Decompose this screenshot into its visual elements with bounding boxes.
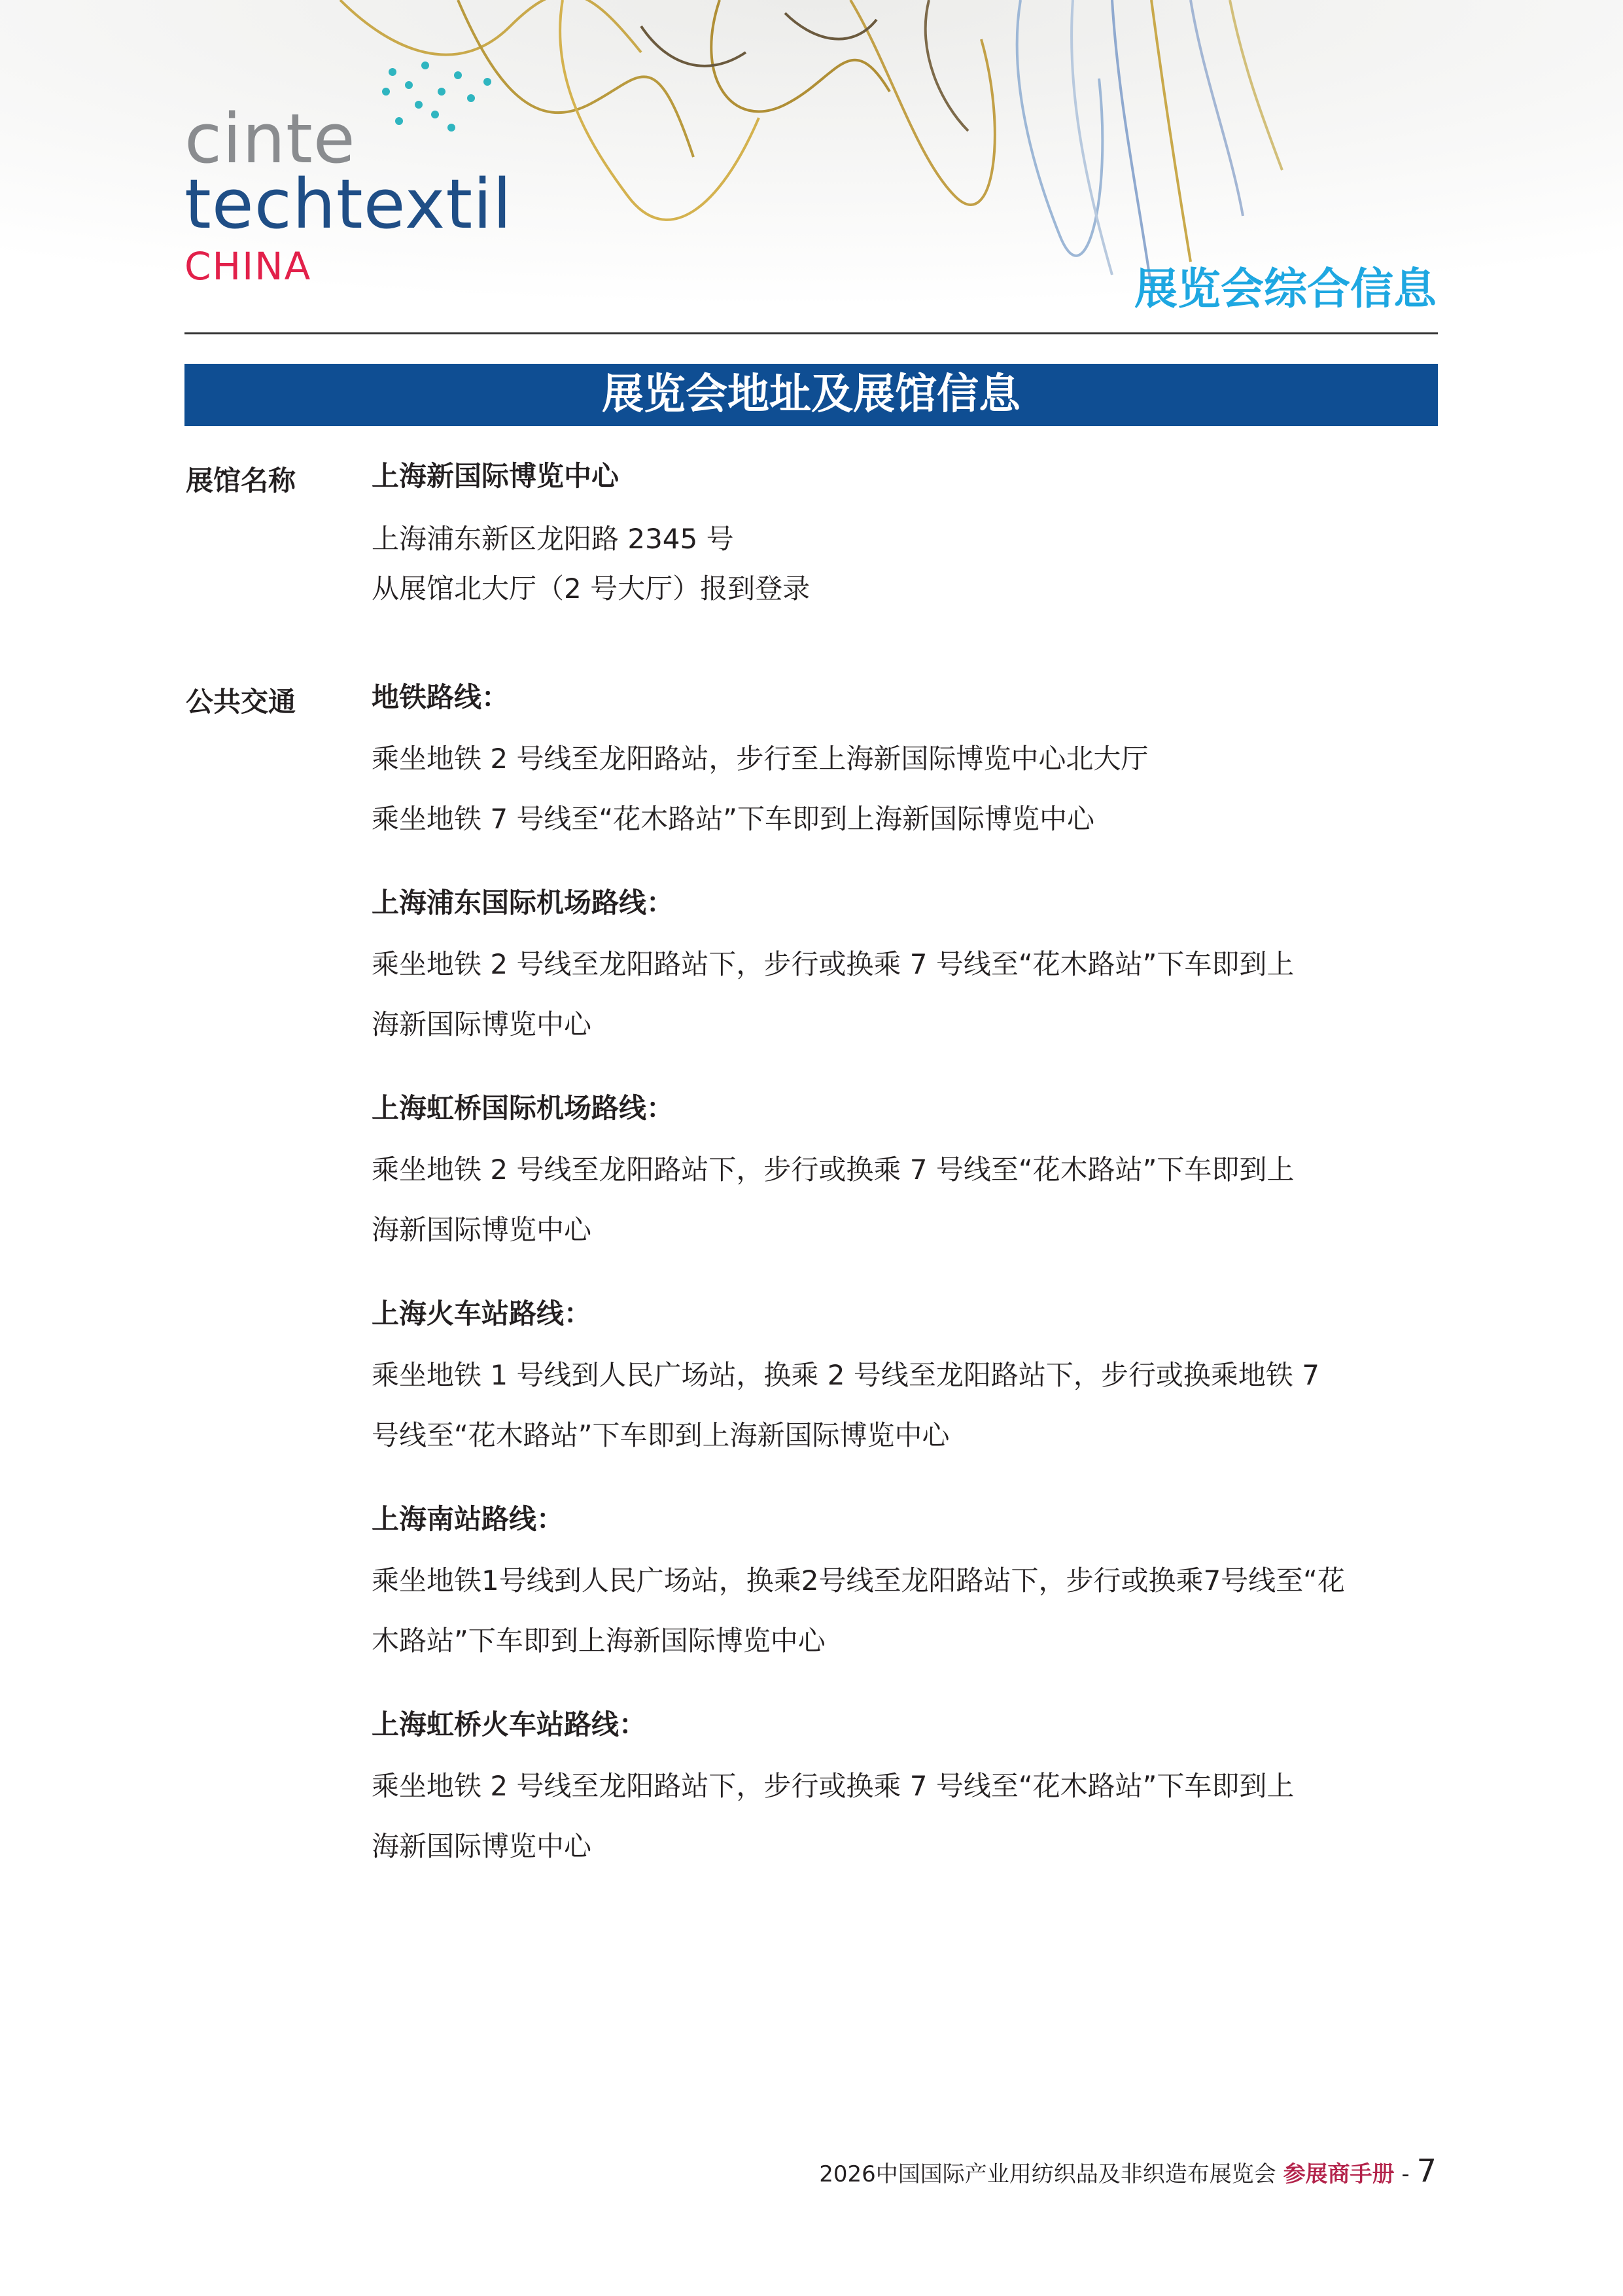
route-title-shanghai-station: 上海火车站路线：	[372, 1298, 592, 1330]
route-line: 乘坐地铁 2 号线至龙阳路站下，步行或换乘 7 号线至“花木路站”下车即到上	[372, 948, 1295, 980]
logo-china: CHINA	[184, 244, 312, 289]
route-line: 海新国际博览中心	[372, 1008, 592, 1040]
banner-title: 展览会地址及展馆信息	[602, 370, 1021, 419]
venue-label: 展馆名称	[186, 465, 296, 497]
brand-logo	[184, 99, 512, 289]
route-title-metro: 地铁路线：	[372, 681, 510, 713]
venue-registration: 从展馆北大厅（2 号大厅）报到登录	[372, 573, 811, 605]
page-footer	[819, 2153, 1437, 2189]
route-line: 木路站”下车即到上海新国际博览中心	[372, 1625, 826, 1657]
route-line: 号线至“花木路站”下车即到上海新国际博览中心	[372, 1419, 950, 1451]
section-tag: 展览会综合信息	[1134, 264, 1437, 314]
transport-routes	[372, 678, 1345, 1877]
logo-techtextil: techtextil	[184, 164, 512, 244]
venue-address: 上海浦东新区龙阳路 2345 号	[372, 523, 734, 555]
route-line: 乘坐地铁 7 号线至“花木路站”下车即到上海新国际博览中心	[372, 803, 1094, 835]
logo-cinte: cinte	[184, 99, 356, 179]
route-line: 乘坐地铁 1 号线到人民广场站，换乘 2 号线至龙阳路站下，步行或换乘地铁 7	[372, 1359, 1319, 1391]
route-title-hongqiao-airport: 上海虹桥国际机场路线：	[372, 1092, 674, 1124]
footer-highlight: 参展商手册	[1283, 2161, 1395, 2187]
route-title-south-station: 上海南站路线：	[372, 1503, 565, 1535]
route-line: 乘坐地铁 2 号线至龙阳路站，步行至上海新国际博览中心北大厅	[372, 743, 1149, 775]
route-line: 海新国际博览中心	[372, 1830, 592, 1862]
page-number: 7	[1416, 2153, 1437, 2189]
transport-label: 公共交通	[186, 686, 296, 718]
venue-details	[372, 457, 810, 609]
route-line: 海新国际博览中心	[372, 1214, 592, 1246]
section-banner	[184, 364, 1438, 426]
venue-name: 上海新国际博览中心	[372, 460, 620, 492]
route-line: 乘坐地铁 2 号线至龙阳路站下，步行或换乘 7 号线至“花木路站”下车即到上	[372, 1770, 1295, 1802]
route-line: 乘坐地铁 2 号线至龙阳路站下，步行或换乘 7 号线至“花木路站”下车即到上	[372, 1154, 1295, 1186]
route-title-hongqiao-station: 上海虹桥火车站路线：	[372, 1708, 647, 1740]
header-divider	[184, 332, 1438, 334]
route-title-pudong-airport: 上海浦东国际机场路线：	[372, 887, 674, 919]
footer-separator: -	[1394, 2161, 1417, 2187]
route-line: 乘坐地铁1号线到人民广场站，换乘2号线至龙阳路站下，步行或换乘7号线至“花	[372, 1564, 1345, 1597]
footer-text: 2026中国国际产业用纺织品及非织造布展览会	[819, 2161, 1283, 2187]
